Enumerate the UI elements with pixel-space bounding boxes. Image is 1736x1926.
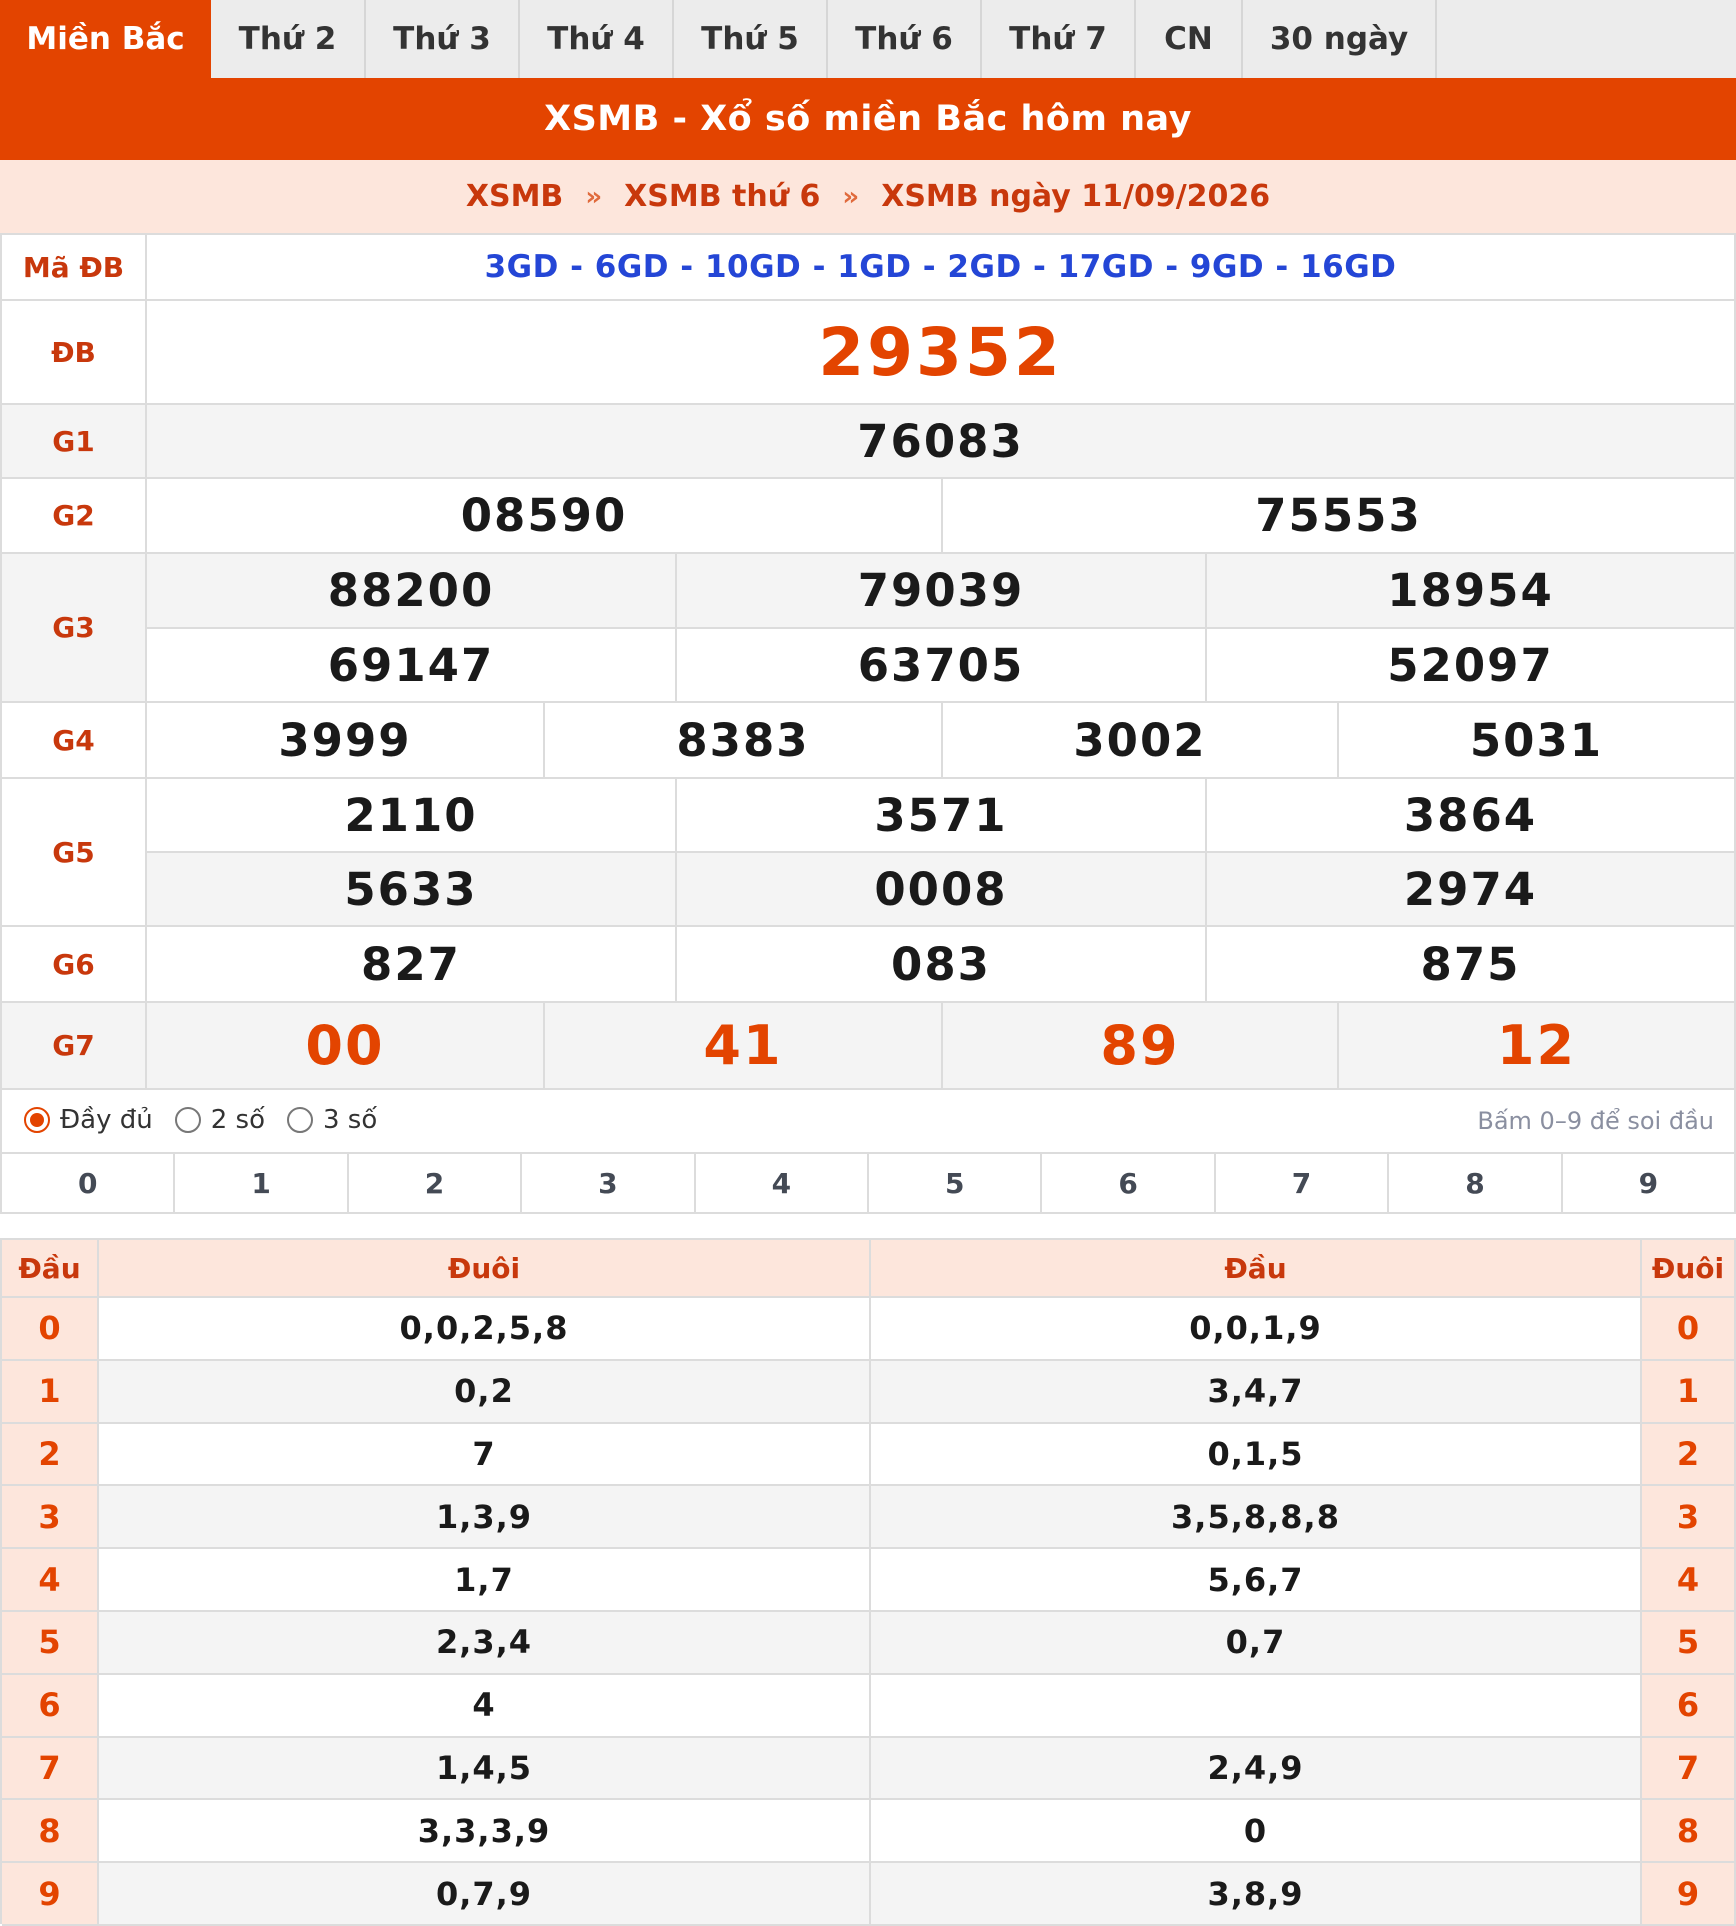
display-options [0, 1088, 1736, 1154]
breadcrumb-separator: » [842, 181, 860, 212]
row-dau-digit: 0 [2, 1298, 99, 1361]
g6-number: 827 [147, 927, 677, 1003]
digit-button-9[interactable]: 9 [1563, 1154, 1736, 1214]
madb-value: 3GD - 6GD - 10GD - 1GD - 2GD - 17GD - 9GD - 16GD [147, 235, 1736, 301]
row-duoi-values: 0,7,9 [99, 1863, 871, 1926]
g7-number: 41 [545, 1003, 943, 1090]
digit-button-1[interactable]: 1 [175, 1154, 348, 1214]
tab-mien-bac[interactable]: Miền Bắc [0, 0, 211, 78]
breadcrumb-xsmb-date[interactable]: XSMB ngày 11/09/2026 [881, 179, 1271, 214]
madb-label: Mã ĐB [2, 235, 147, 301]
row-duoi-digit: 3 [1642, 1486, 1736, 1549]
digit-button-3[interactable]: 3 [522, 1154, 695, 1214]
row-dau-values: 3,5,8,8,8 [871, 1486, 1642, 1549]
g3-number: 18954 [1207, 554, 1736, 629]
row-duoi-values: 7 [99, 1424, 871, 1487]
digit-button-4[interactable]: 4 [696, 1154, 869, 1214]
g2-number: 08590 [147, 479, 943, 554]
g3-number: 69147 [147, 629, 677, 703]
radio-full[interactable] [24, 1107, 50, 1133]
breadcrumb [0, 160, 1736, 233]
option-full[interactable] [24, 1105, 153, 1135]
g3-number: 63705 [677, 629, 1207, 703]
row-dau-values: 0,7 [871, 1612, 1642, 1675]
row-dau-values: 0,1,5 [871, 1424, 1642, 1487]
row-duoi-digit: 4 [1642, 1549, 1736, 1612]
digit-button-7[interactable]: 7 [1216, 1154, 1389, 1214]
tab-thu-4[interactable]: Thứ 4 [520, 0, 674, 78]
row-duoi-digit: 1 [1642, 1361, 1736, 1424]
g2-label: G2 [2, 479, 147, 554]
g5-number: 0008 [677, 853, 1207, 927]
row-dau-digit: 9 [2, 1863, 99, 1926]
row-duoi-values: 3,3,3,9 [99, 1800, 871, 1863]
tab-cn[interactable]: CN [1136, 0, 1243, 78]
tab-thu-7[interactable]: Thứ 7 [982, 0, 1136, 78]
g7-number: 12 [1339, 1003, 1736, 1090]
row-dau-values: 5,6,7 [871, 1549, 1642, 1612]
row-duoi-values: 4 [99, 1675, 871, 1738]
row-duoi-digit: 0 [1642, 1298, 1736, 1361]
digit-button-0[interactable]: 0 [2, 1154, 175, 1214]
row-dau-values: 3,4,7 [871, 1361, 1642, 1424]
g3-number: 88200 [147, 554, 677, 629]
row-duoi-digit: 7 [1642, 1738, 1736, 1801]
row-dau-digit: 5 [2, 1612, 99, 1675]
row-duoi-digit: 2 [1642, 1424, 1736, 1487]
db-number: 29352 [147, 301, 1736, 405]
row-dau-digit: 4 [2, 1549, 99, 1612]
row-dau-values: 0 [871, 1800, 1642, 1863]
row-dau-digit: 8 [2, 1800, 99, 1863]
header-duoi: Đuôi [1642, 1240, 1736, 1298]
g5-number: 3864 [1207, 779, 1736, 853]
tab-thu-3[interactable]: Thứ 3 [366, 0, 520, 78]
header-dau: Đầu [871, 1240, 1642, 1298]
g7-label: G7 [2, 1003, 147, 1090]
row-dau-digit: 6 [2, 1675, 99, 1738]
header-duoi: Đuôi [99, 1240, 871, 1298]
breadcrumb-separator: » [585, 181, 603, 212]
row-duoi-digit: 5 [1642, 1612, 1736, 1675]
g5-number: 2974 [1207, 853, 1736, 927]
digit-filter [0, 1154, 1736, 1214]
g3-number: 79039 [677, 554, 1207, 629]
region-day-tabs [0, 0, 1736, 78]
g5-number: 5633 [147, 853, 677, 927]
breadcrumb-xsmb[interactable]: XSMB [465, 179, 564, 214]
g6-label: G6 [2, 927, 147, 1003]
tab-thu-6[interactable]: Thứ 6 [828, 0, 982, 78]
g3-number: 52097 [1207, 629, 1736, 703]
digit-button-2[interactable]: 2 [349, 1154, 522, 1214]
digit-button-5[interactable]: 5 [869, 1154, 1042, 1214]
g5-label: G5 [2, 779, 147, 927]
row-duoi-digit: 6 [1642, 1675, 1736, 1738]
row-duoi-values: 1,7 [99, 1549, 871, 1612]
row-duoi-values: 0,2 [99, 1361, 871, 1424]
g7-number: 00 [147, 1003, 545, 1090]
digit-button-8[interactable]: 8 [1389, 1154, 1562, 1214]
row-duoi-values: 1,4,5 [99, 1738, 871, 1801]
row-dau-values [871, 1675, 1642, 1738]
radio-2-digits[interactable] [175, 1107, 201, 1133]
row-dau-digit: 2 [2, 1424, 99, 1487]
g7-number: 89 [943, 1003, 1339, 1090]
option-2-digits[interactable] [175, 1105, 265, 1135]
g2-number: 75553 [943, 479, 1736, 554]
row-duoi-digit: 9 [1642, 1863, 1736, 1926]
g5-number: 3571 [677, 779, 1207, 853]
radio-3-digits[interactable] [287, 1107, 313, 1133]
option-3-digits-label: 3 số [322, 1105, 378, 1135]
digit-button-6[interactable]: 6 [1042, 1154, 1215, 1214]
db-label: ĐB [2, 301, 147, 405]
option-full-label: Đầy đủ [60, 1105, 153, 1135]
header-dau: Đầu [2, 1240, 99, 1298]
g6-number: 875 [1207, 927, 1736, 1003]
row-duoi-values: 0,0,2,5,8 [99, 1298, 871, 1361]
digit-hint: Bấm 0–9 để soi đầu [1477, 1107, 1714, 1135]
tab-thu-5[interactable]: Thứ 5 [674, 0, 828, 78]
row-dau-digit: 1 [2, 1361, 99, 1424]
tab-30-ngay[interactable]: 30 ngày [1243, 0, 1437, 78]
page-title: XSMB - Xổ số miền Bắc hôm nay [0, 78, 1736, 160]
row-dau-values: 0,0,1,9 [871, 1298, 1642, 1361]
tab-thu-2[interactable]: Thứ 2 [211, 0, 366, 78]
g4-number: 5031 [1339, 703, 1736, 779]
row-dau-digit: 7 [2, 1738, 99, 1801]
g1-label: G1 [2, 405, 147, 479]
g4-number: 3999 [147, 703, 545, 779]
dau-duoi-table [0, 1238, 1736, 1924]
g3-label: G3 [2, 554, 147, 703]
g5-number: 2110 [147, 779, 677, 853]
row-dau-digit: 3 [2, 1486, 99, 1549]
g4-number: 8383 [545, 703, 943, 779]
row-duoi-digit: 8 [1642, 1800, 1736, 1863]
row-dau-values: 2,4,9 [871, 1738, 1642, 1801]
row-duoi-values: 1,3,9 [99, 1486, 871, 1549]
g1-number: 76083 [147, 405, 1736, 479]
g4-label: G4 [2, 703, 147, 779]
row-duoi-values: 2,3,4 [99, 1612, 871, 1675]
option-3-digits[interactable] [287, 1105, 377, 1135]
breadcrumb-xsmb-thu-6[interactable]: XSMB thứ 6 [624, 179, 821, 214]
g6-number: 083 [677, 927, 1207, 1003]
g4-number: 3002 [943, 703, 1339, 779]
results-table [0, 233, 1736, 1088]
row-dau-values: 3,8,9 [871, 1863, 1642, 1926]
option-2-digits-label: 2 số [210, 1105, 265, 1135]
